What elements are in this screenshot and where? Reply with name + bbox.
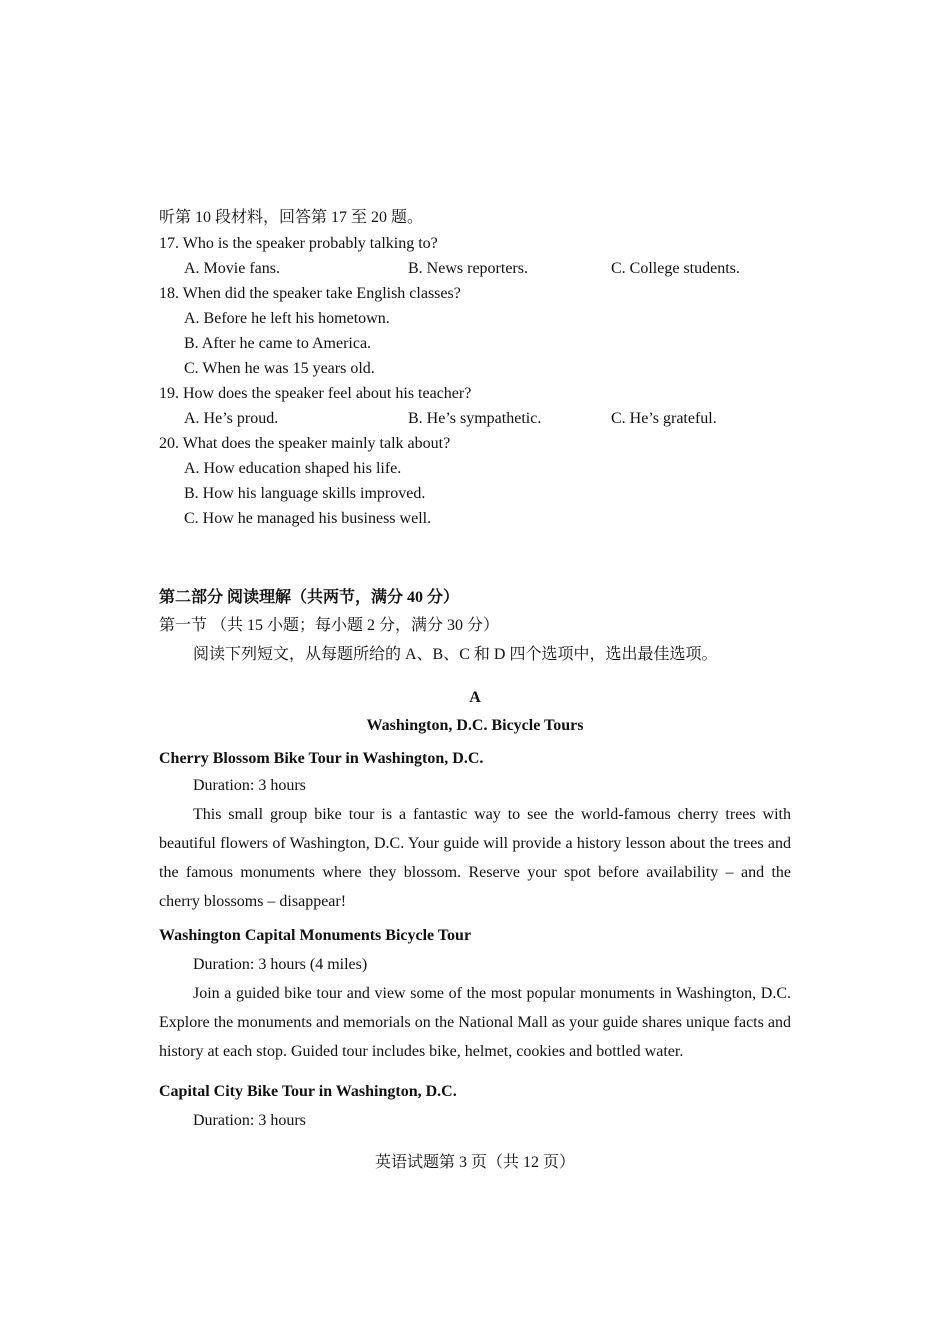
question-18-stem: 18. When did the speaker take English classes? [159,285,461,302]
page-footer: 英语试题第 3 页（共 12 页） [374,1154,575,1171]
reading-instruction: 阅读下列短文，从每题所给的 A、B、C 和 D 四个选项中，选出最佳选项。 [193,646,718,663]
part2-title: 第二部分 阅读理解（共两节，满分 40 分） [159,589,460,606]
tour-1-description: This small group bike tour is a fantastic way to see the world-famous cherry trees with beautiful flowers of Washington, D.C. Your guide will provide a history lesson about the trees and the famous monuments where they blossom. Reserve your spot before availability – and the cherry blossoms – disappear! [159,806,791,910]
q20-option-b: B. How his language skills improved. [184,485,426,502]
q17-option-a: A. Movie fans. [184,260,280,277]
question-17-stem: 17. Who is the speaker probably talking to? [159,235,438,252]
q18-option-b: B. After he came to America. [184,335,372,352]
q18-option-a: A. Before he left his hometown. [184,310,390,327]
tour-2-duration: Duration: 3 hours (4 miles) [193,956,368,973]
q17-option-b: B. News reporters. [408,260,528,277]
q17-option-c: C. College students. [611,260,740,277]
q20-option-a: A. How education shaped his life. [184,460,402,477]
tour-3-name: Capital City Bike Tour in Washington, D.C. [159,1083,457,1100]
q18-option-c: C. When he was 15 years old. [184,360,375,377]
tour-2-description: Join a guided bike tour and view some of the most popular monuments in Washington, D.C. Explore the monuments and memorials on the National Mall as your guide shares unique facts and history at each stop. Guided tour includes bike, helmet, cookies and bottled water. [159,985,791,1060]
passage-title: Washington, D.C. Bicycle Tours [366,717,584,734]
q19-option-b: B. He’s sympathetic. [408,410,542,427]
tour-2-name: Washington Capital Monuments Bicycle Tour [159,927,472,944]
q20-option-c: C. How he managed his business well. [184,510,432,527]
question-20-stem: 20. What does the speaker mainly talk about? [159,435,451,452]
tour-1-name: Cherry Blossom Bike Tour in Washington, D.C. [159,750,484,767]
tour-3-duration: Duration: 3 hours [193,1112,306,1129]
question-19-stem: 19. How does the speaker feel about his teacher? [159,385,472,402]
q19-option-a: A. He’s proud. [184,410,279,427]
passage-letter: A [469,689,481,706]
q19-option-c: C. He’s grateful. [611,410,717,427]
tour-1-duration: Duration: 3 hours [193,777,306,794]
listening-intro: 听第 10 段材料，回答第 17 至 20 题。 [159,209,424,226]
section-heading: 第一节 （共 15 小题；每小题 2 分，满分 30 分） [159,617,500,634]
